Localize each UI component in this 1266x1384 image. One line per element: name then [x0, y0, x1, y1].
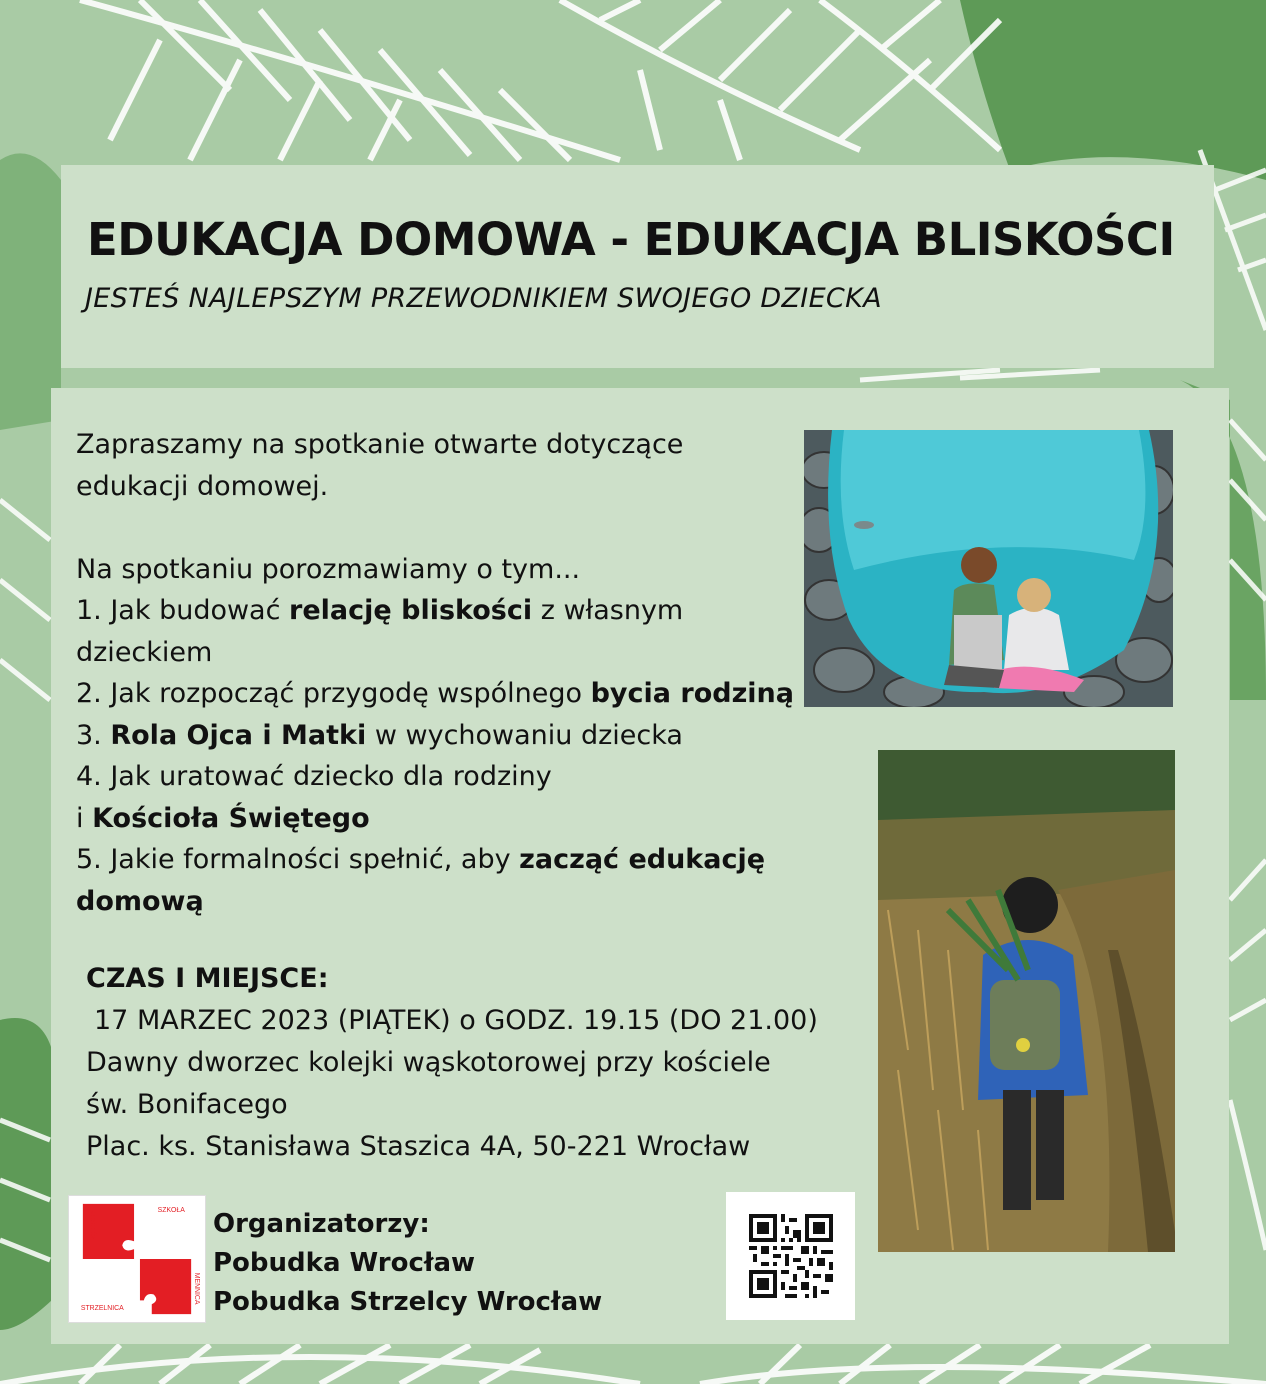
organizer-logo — [68, 1195, 206, 1323]
event-heading: CZAS I MIEJSCE: — [86, 963, 329, 994]
intro-line-2: edukacji domowej. — [76, 470, 329, 502]
agenda-item-1-cont: dzieckiem — [76, 636, 213, 668]
aquarium-photo — [804, 430, 1173, 707]
organizers-label: Organizatorzy: — [213, 1209, 430, 1239]
page-title: EDUKACJA DOMOWA - EDUKACJA BLISKOŚCI — [87, 213, 1175, 266]
logo-word-top-right: SZKOŁA — [157, 1206, 185, 1214]
agenda-item-1: 1. Jak budować relację bliskości z własnym — [76, 595, 684, 626]
organizer-2: Pobudka Strzelcy Wrocław — [213, 1287, 603, 1317]
page-subtitle: JESTEŚ NAJLEPSZYM PRZEWODNIKIEM SWOJEGO DZIECKA — [85, 283, 882, 314]
agenda-item-4-cont: i Kościoła Świętego — [76, 802, 370, 834]
agenda-item-2: 2. Jak rozpocząć przygodę wspólnego bycia rodziną — [76, 678, 794, 709]
agenda-lead: Na spotkaniu porozmawiamy o tym... — [76, 553, 581, 585]
agenda-item-3: 3. Rola Ojca i Matki w wychowaniu dziecka — [76, 719, 683, 751]
invitation-text — [76, 424, 816, 922]
qr-code[interactable] — [726, 1192, 855, 1320]
event-details — [86, 958, 866, 1168]
event-date: 17 MARZEC 2023 (PIĄTEK) o GODZ. 19.15 (DO 21.00) — [94, 1005, 818, 1036]
agenda-item-5: 5. Jakie formalności spełnić, aby zacząć edukację — [76, 844, 766, 875]
logo-word-top-left: KOŚCIÓŁ — [88, 1209, 96, 1241]
title-panel — [61, 165, 1214, 368]
organizers-block — [213, 1205, 602, 1322]
forest-path-photo — [878, 750, 1175, 1252]
event-address: Plac. ks. Stanisława Staszica 4A, 50-221 Wrocław — [86, 1131, 751, 1162]
agenda-item-4: 4. Jak uratować dziecko dla rodziny — [76, 761, 552, 792]
intro-line-1: Zapraszamy na spotkanie otwarte dotyczące — [76, 429, 684, 460]
organizer-1: Pobudka Wrocław — [213, 1248, 476, 1278]
event-place-line-2: św. Bonifacego — [86, 1089, 288, 1120]
event-place-line-1: Dawny dworzec kolejki wąskotorowej przy kościele — [86, 1047, 771, 1078]
logo-word-bottom-right: MENNICA — [193, 1272, 201, 1305]
logo-word-bottom-left: STRZELNICA — [80, 1305, 124, 1313]
agenda-item-5-cont: domową — [76, 885, 204, 917]
